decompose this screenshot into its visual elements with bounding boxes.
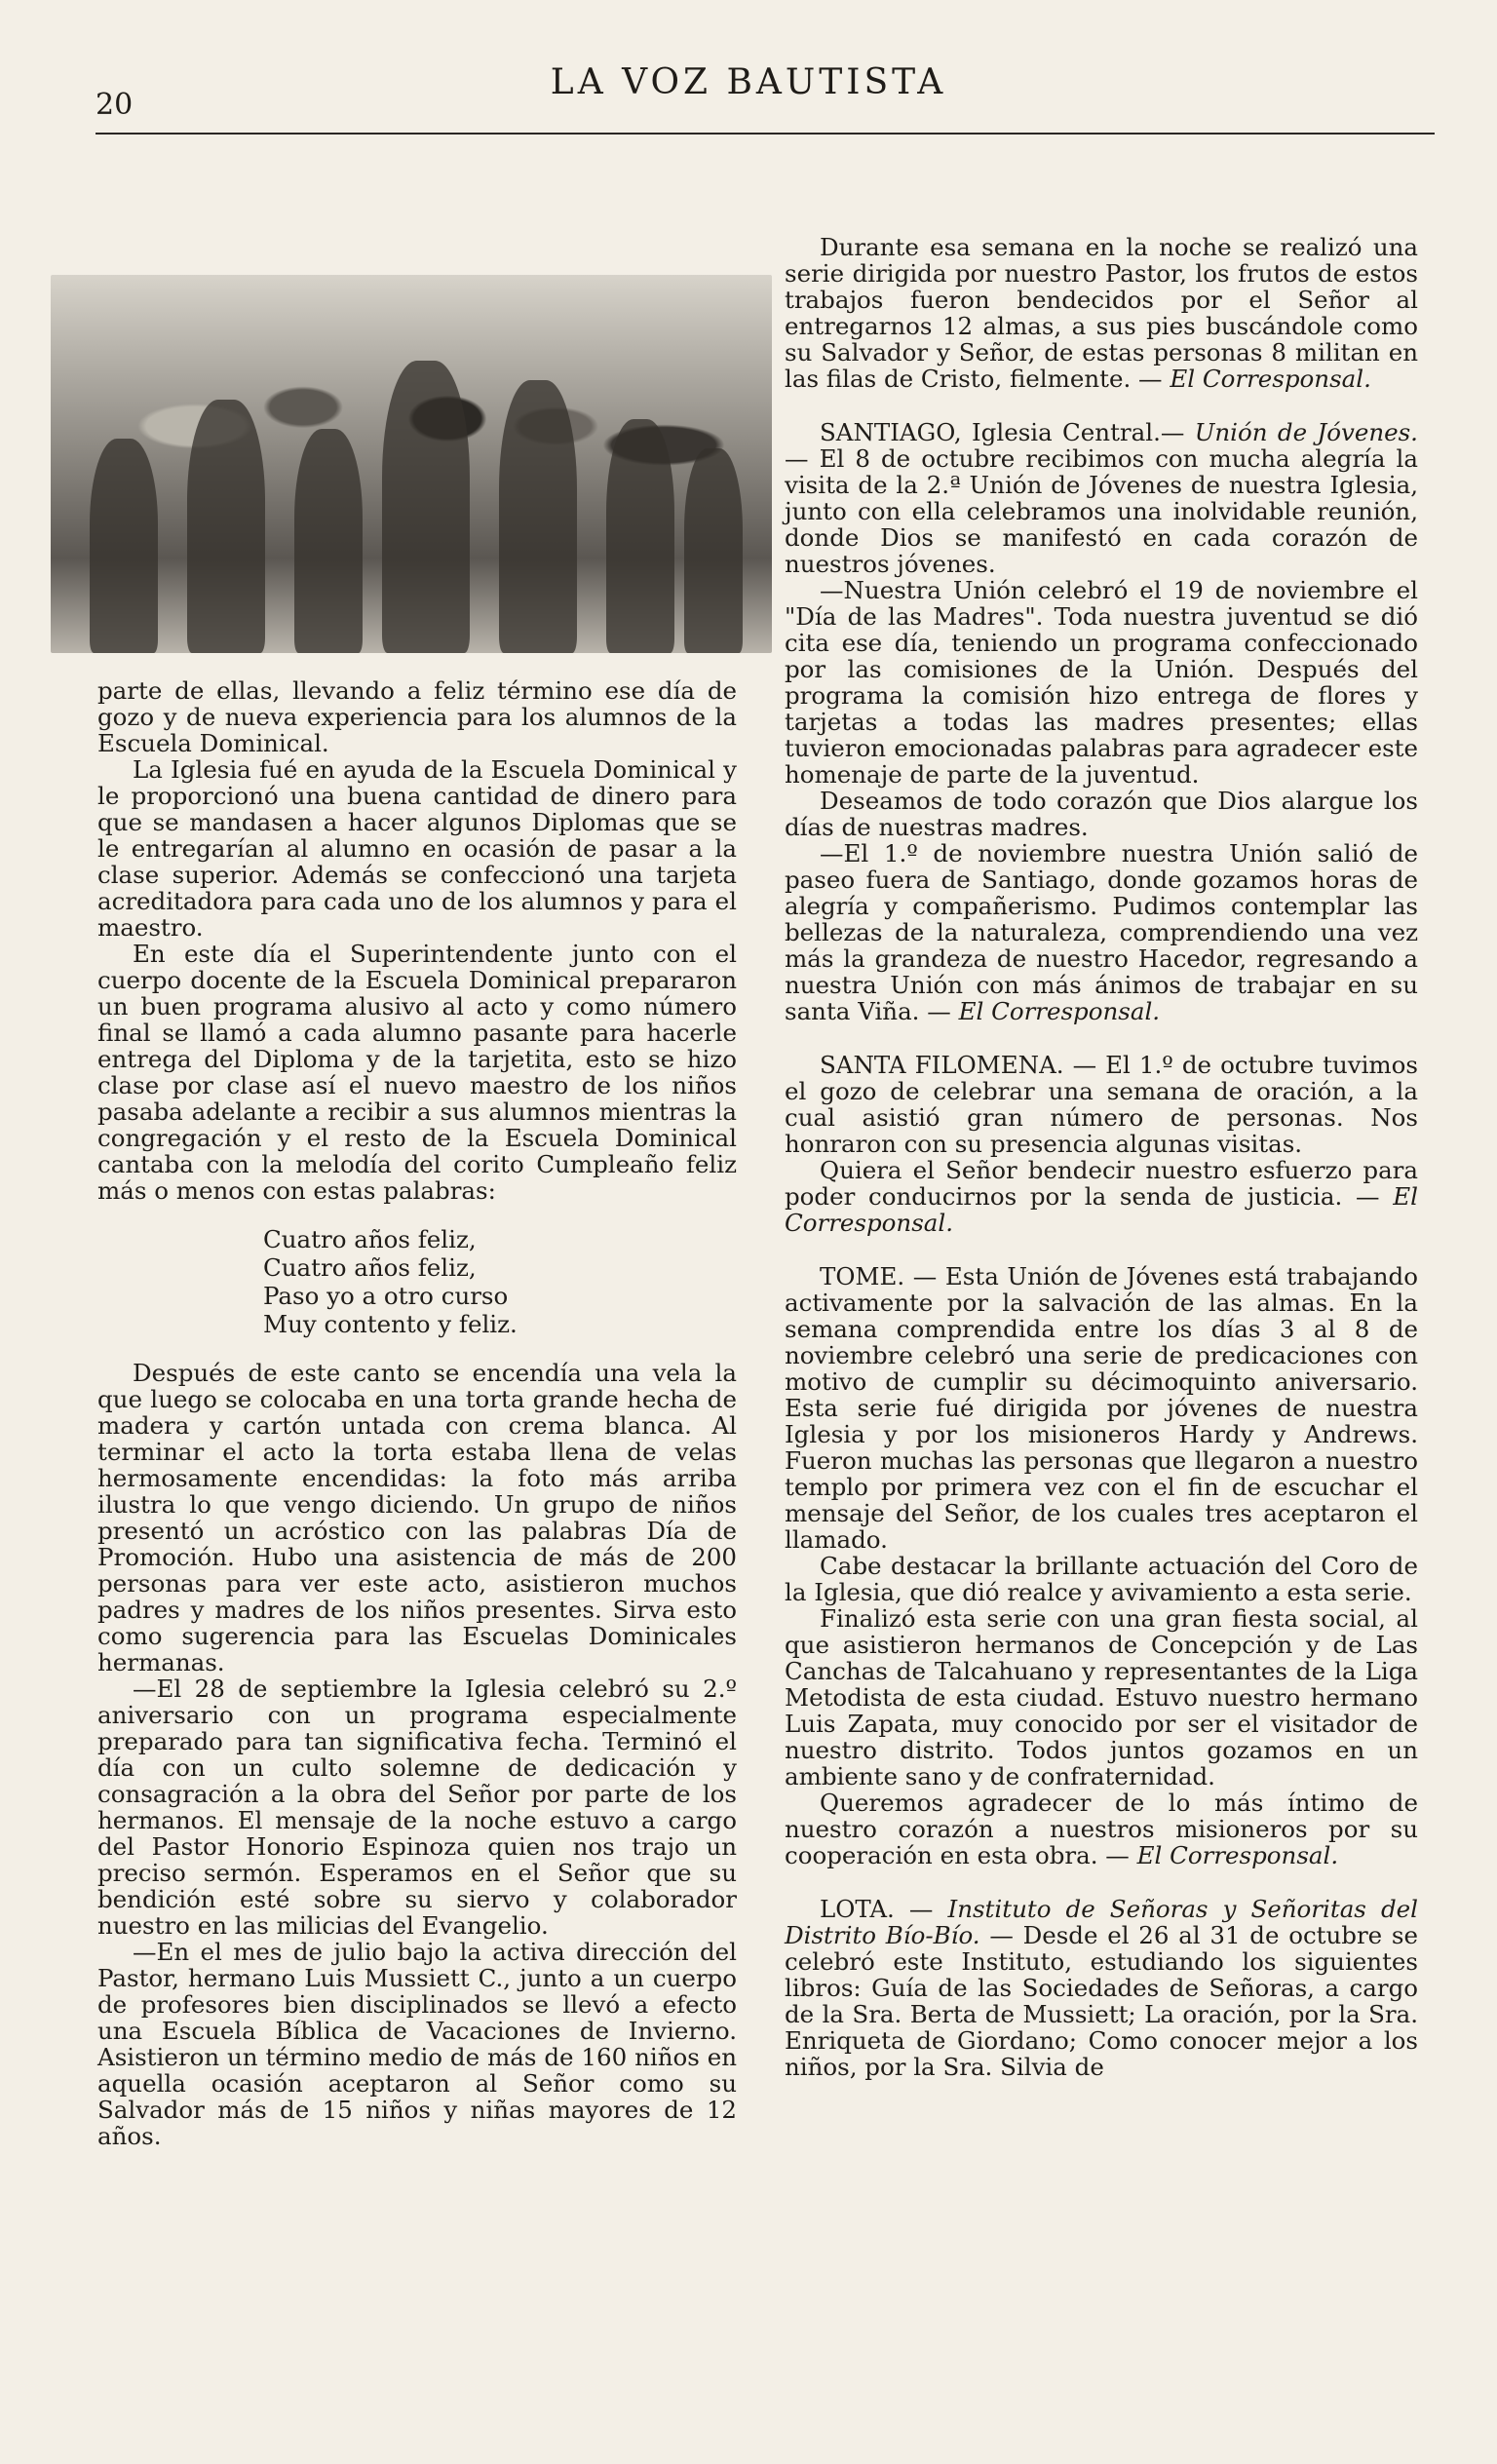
header-rule: [96, 133, 1435, 135]
paragraph: —El 1.º de noviembre nuestra Unión salió de paseo fuera de Santiago, donde gozamos horas de alegría y compañerismo. Pudimos contemplar las bellezas de la naturaleza, comprendiendo una vez más la grandeza de nuestro Hacedor, regresando a nuestra Unión con más ánimos de trabajar en su santa Viña. — El Corresponsal.: [785, 839, 1418, 1025]
section-lota: LOTA. — Instituto de Señoras y Señoritas del Distrito Bío-Bío. — Desde el 26 al 31 de octubre se celebró este Instituto, estudiando los siguientes libros: Guía de las Sociedades de Señoras, a cargo de la Sra. Berta de Mussiett; La oración, por la Sra. Enriqueta de Giordano; Como conocer mejor a los niños, por la Sra. Silvia de: [785, 1895, 1418, 2081]
paragraph: —En el mes de julio bajo la activa dirección del Pastor, hermano Luis Mussiett C., junto a un cuerpo de profesores bien disciplinados se llevó a efecto una Escuela Bíblica de Vacaciones de Invierno. Asistieron un término medio de más de 160 niños en aquella ocasión aceptaron al Señor como su Salvador más de 15 niños y niñas mayores de 12 años.: [97, 1938, 737, 2150]
page-number: 20: [96, 88, 134, 122]
paragraph: La Iglesia fué en ayuda de la Escuela Dominical y le proporcionó una buena cantidad de dinero para que se mandasen a hacer algunos Diplomas que se le entregarían al alumno en ocasión de pasar a la clase superior. Además se confeccionó una tarjeta acreditadora para cada uno de los alumnos y para el maestro.: [97, 755, 737, 942]
correspondent-signature: El Corresponsal.: [958, 997, 1161, 1025]
poem: [263, 1225, 737, 1338]
paragraph: —El 28 de septiembre la Iglesia celebró su 2.º aniversario con un programa especialmente preparado para tan significativa fecha. Terminó el día con un culto solemne de dedicación y consagración a la obra del Señor por parte de los hermanos. El mensaje de la noche estuvo a cargo del Pastor Honorio Espinoza quien nos trajo un preciso sermón. Esperamos en el Señor que su bendición esté sobre su siervo y colaborador nuestro en las milicias del Evangelio.: [97, 1675, 737, 1940]
paragraph: Deseamos de todo corazón que Dios alargue los días de nuestras madres.: [785, 787, 1418, 841]
paragraph: Durante esa semana en la noche se realizó una serie dirigida por nuestro Pastor, los frutos de estos trabajos fueron bendecidos por el Señor al entregarnos 12 almas, a sus pies buscándole como su Salvador y Señor, de estas personas 8 militan en las filas de Cristo, fielmente. — El Corresponsal.: [785, 233, 1418, 393]
left-column: [97, 677, 737, 2149]
running-head: LA VOZ BAUTISTA: [550, 62, 947, 102]
correspondent-signature: El Corresponsal.: [785, 1182, 1418, 1237]
paragraph: parte de ellas, llevando a feliz término ese día de gozo y de nueva experiencia para los alumnos de la Escuela Dominical.: [97, 676, 737, 757]
correspondent-signature: El Corresponsal.: [1170, 365, 1371, 393]
section-santiago: SANTIAGO, Iglesia Central.— Unión de Jóvenes. — El 8 de octubre recibimos con mucha alegría la visita de la 2.ª Unión de Jóvenes de nuestra Iglesia, junto con ella celebramos una inolvidable reunión, donde Dios se manifestó en cada corazón de nuestros jóvenes.: [785, 418, 1418, 578]
paragraph: Quiera el Señor bendecir nuestro esfuerzo para poder conducirnos por la senda de justicia. — El Corresponsal.: [785, 1156, 1418, 1237]
section-tome: TOME. — Esta Unión de Jóvenes está trabajando activamente por la salvación de las almas. En la semana comprendida entre los días 3 al 8 de noviembre celebró una serie de predicaciones con motivo de cumplir su décimoquinto aniversario. Esta serie fué dirigida por jóvenes de nuestra Iglesia y por los misioneros Hardy y Andrews. Fueron muchas las personas que llegaron a nuestro templo por primera vez con el fin de escuchar el mensaje del Señor, de los cuales tres aceptaron el llamado.: [785, 1262, 1418, 1554]
paragraph: —Nuestra Unión celebró el 19 de noviembre el "Día de las Madres". Toda nuestra juventud se dió cita ese día, teniendo un programa confeccionado por las comisiones de la Unión. Después del programa la comisión hizo entrega de flores y tarjetas a todas las madres presentes; ellas tuvieron emocionadas palabras para agradecer este homenaje de parte de la juventud.: [785, 576, 1418, 789]
right-column: [785, 234, 1418, 2080]
paragraph: Queremos agradecer de lo más íntimo de nuestro corazón a nuestros misioneros por su cooperación en esta obra. — El Corresponsal.: [785, 1789, 1418, 1869]
section-santa-filomena: SANTA FILOMENA. — El 1.º de octubre tuvimos el gozo de celebrar una semana de oración, a la cual asistió gran número de personas. Nos honraron con su presencia algunas visitas.: [785, 1051, 1418, 1158]
paragraph: En este día el Superintendente junto con el cuerpo docente de la Escuela Dominical prepararon un buen programa alusivo al acto y como número final se llamó a cada alumno pasante para hacerle entrega del Diploma y de la tarjetita, esto se hizo clase por clase así el nuevo maestro de los niños pasaba adelante a recibir a sus alumnos mientras la congregación y el resto de la Escuela Dominical cantaba con la melodía del corito Cumpleaño feliz más o menos con estas palabras:: [97, 940, 737, 1205]
poem-line: Muy contento y feliz.: [263, 1310, 518, 1338]
paragraph: Después de este canto se encendía una vela la que luego se colocaba en una torta grande hecha de madera y cartón untada con crema blanca. Al terminar el acto la torta estaba llena de velas hermosamente encendidas: la foto más arriba ilustra lo que vengo diciendo. Un grupo de niños presentó un acróstico con las palabras Día de Promoción. Hubo una asistencia de más de 200 personas para ver este acto, asistieron muchos padres y madres de los niños presentes. Sirva esto como sugerencia para las Escuelas Dominicales hermanas.: [97, 1359, 737, 1676]
group-photo: [51, 275, 772, 653]
poem-line: Cuatro años feliz,: [263, 1225, 477, 1253]
poem-line: Cuatro años feliz,: [263, 1253, 477, 1282]
paragraph: Finalizó esta serie con una gran fiesta social, al que asistieron hermanos de Concepción y de Las Canchas de Talcahuano y representantes de la Liga Metodista de esta ciudad. Estuvo nuestro hermano Luis Zapata, muy conocido por ser el visitador de nuestro distrito. Todos juntos gozamos en un ambiente sano y de confraternidad.: [785, 1604, 1418, 1790]
poem-line: Paso yo a otro curso: [263, 1282, 509, 1310]
correspondent-signature: El Corresponsal.: [1136, 1841, 1339, 1869]
paragraph: Cabe destacar la brillante actuación del Coro de la Iglesia, que dió realce y avivamiento a esta serie.: [785, 1552, 1418, 1606]
